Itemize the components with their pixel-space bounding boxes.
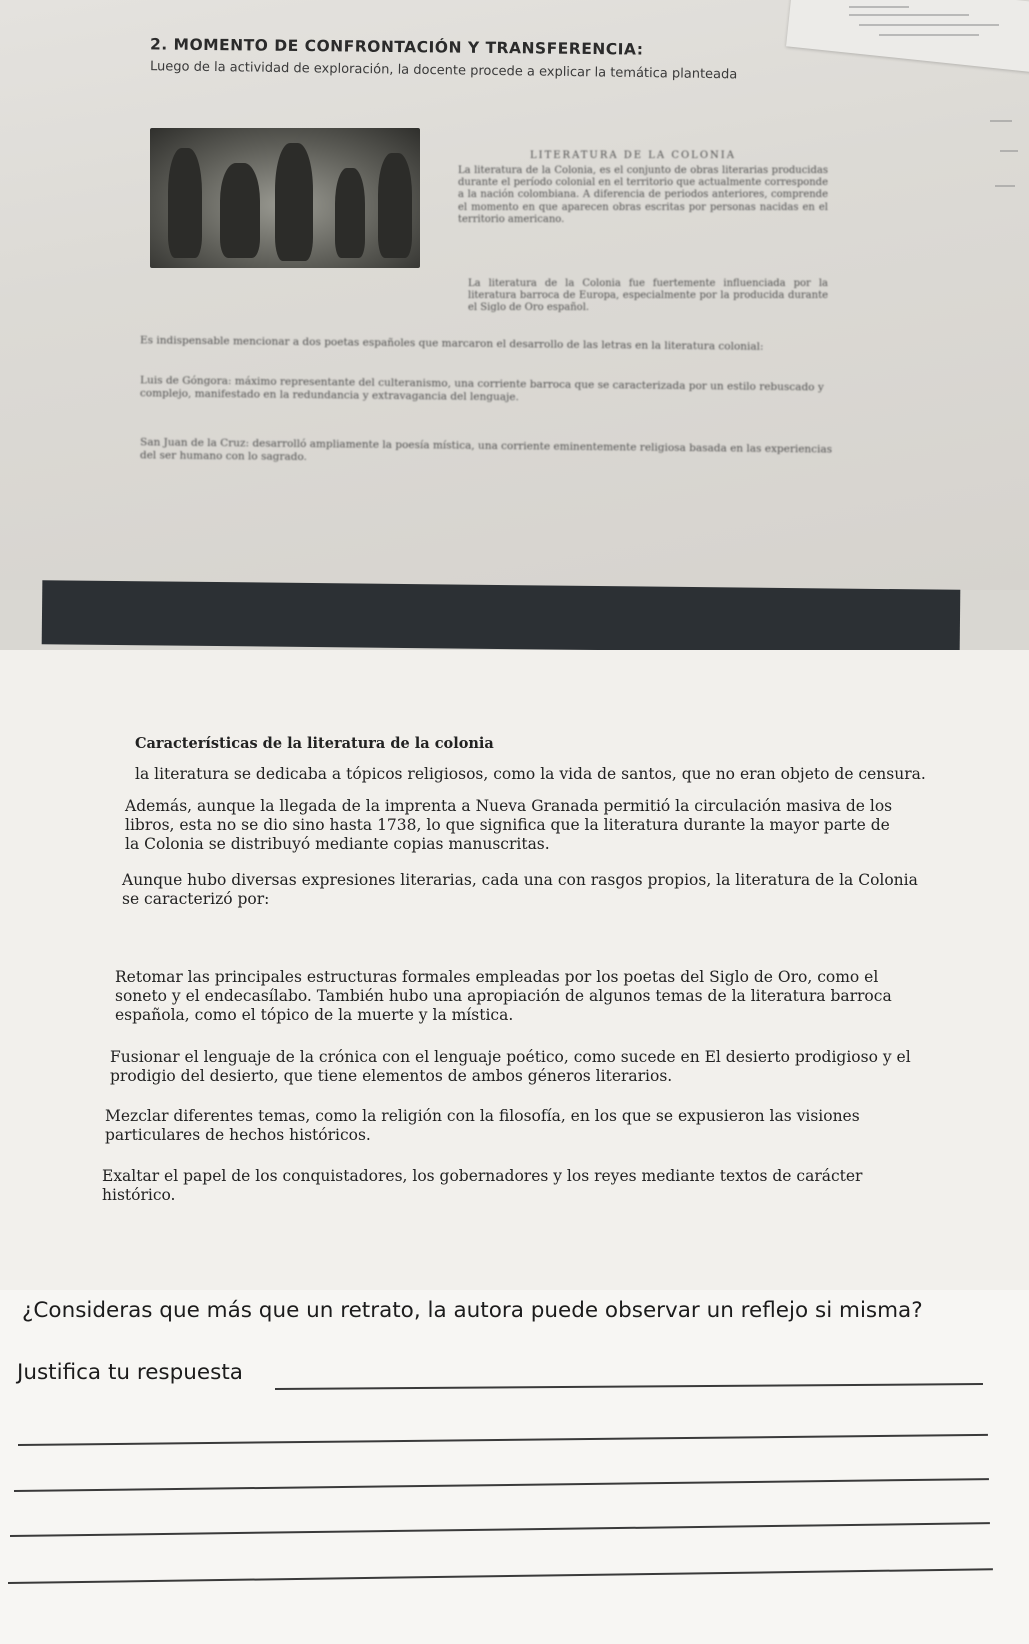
answer-line[interactable] [8,1568,993,1584]
intro-instruction: Luego de la actividad de exploración, la docente procede a explicar la temática planteada [149,59,738,83]
literature-box-paragraph: La literatura de la Colonia fue fuertemente influenciada por la literatura barroca de Europa, especialmente por la producida durante el Siglo de Oro español. [468,278,828,314]
handwriting-scribble [849,6,909,8]
handwriting-scribble [879,34,979,36]
characteristics-title: Características de la literatura de la colonia [135,735,494,752]
san-juan-paragraph: San Juan de la Cruz: desarrolló ampliamente la poesía mística, una corriente eminentemente religiosa basada en las experiencias del ser humano con lo sagrado. [139,436,833,463]
answer-line[interactable] [14,1478,989,1492]
exploration-worksheet-photo [0,0,1029,590]
margin-note-scribble [990,120,1012,122]
characteristics-paragraph: la literatura se dedicaba a tópicos religiosos, como la vida de santos, que no eran objeto de censura. [135,765,926,783]
justify-label: Justifica tu respuesta [17,1360,243,1385]
margin-note-scribble [995,185,1015,187]
answer-line[interactable] [18,1434,988,1446]
literature-box-title: LITERATURA DE LA COLONIA [530,150,736,161]
characteristic-item: Retomar las principales estructuras formales empleadas por los poetas del Siglo de Oro, como el soneto y el endecasílabo. También hubo una apropiación de algunos temas de la literatura barroca española, como el tópico de la muerte y la mística. [115,968,892,1024]
answer-line[interactable] [275,1383,983,1390]
characteristic-item: Mezclar diferentes temas, como la religión con la filosofía, en los que se expusieron las visiones particulares de hechos históricos. [105,1107,860,1144]
dark-band [42,580,961,654]
question-section [0,1290,1029,1644]
handwriting-scribble [859,24,999,26]
characteristic-item: Exaltar el papel de los conquistadores, los gobernadores y los reyes mediante textos de carácter histórico. [102,1167,863,1204]
poets-intro-paragraph: Es indispensable mencionar a dos poetas españoles que marcaron el desarrollo de las letras en la literatura colonial: [139,334,764,353]
reflection-question: ¿Consideras que más que un retrato, la autora puede observar un reflejo si misma? [22,1298,923,1323]
adjacent-page-corner [786,0,1029,73]
gongora-paragraph: Luis de Góngora: máximo representante del culteranismo, una corriente barroca que se caracterizada por un estilo rebuscado y complejo, manifestado en la redundancia y extravagancia del lenguaje. [139,374,824,403]
characteristic-item: Fusionar el lenguaje de la crónica con el lenguaje poético, como sucede en El desierto prodigioso y el prodigio del desierto, que tiene elementos de ambos géneros literarios. [110,1048,911,1085]
characteristics-paragraph: Además, aunque la llegada de la imprenta a Nueva Granada permitió la circulación masiva de los libros, esta no se dio sino hasta 1738, lo que significa que la literatura durante la mayor parte de la Colonia se distribuyó mediante copias manuscritas. [125,797,893,853]
characteristics-section [0,650,1029,1290]
margin-note-scribble [1000,150,1018,152]
handwriting-scribble [849,14,969,16]
section-heading: 2. MOMENTO DE CONFRONTACIÓN Y TRANSFERENCIA: [149,35,644,59]
colonial-painting-image [150,128,420,268]
literature-box-paragraph: La literatura de la Colonia, es el conjunto de obras literarias producidas durante el período colonial en el territorio que actualmente corresponde a la nación colombiana. A diferencia de periodos anteriores, comprende el momento en que aparecen obras escritas por personas nacidas en el territorio americano. [458,165,828,225]
answer-line[interactable] [10,1522,990,1537]
characteristics-paragraph: Aunque hubo diversas expresiones literarias, cada una con rasgos propios, la literatura de la Colonia se caracterizó por: [122,871,918,908]
